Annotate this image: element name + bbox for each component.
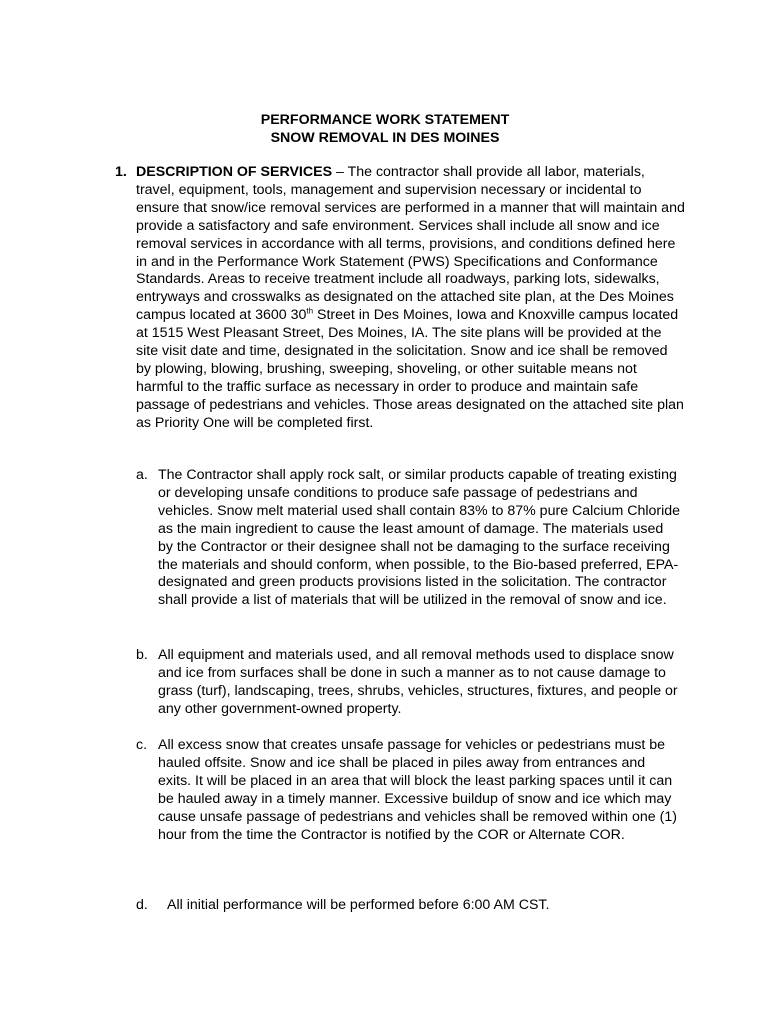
list-item-marker: c. [136, 737, 148, 753]
ordinal-superscript: th [306, 306, 314, 316]
list-item-text: All equipment and materials used, and all removal methods used to displace snow and ice from surfaces shall be done in such a manner as to not cause damage to grass (turf), landscaping, trees, shrubs, vehicles, structures, fixtures, and people or any other government-owned property. [158, 647, 678, 717]
list-item-d [136, 897, 681, 915]
section-number: 1. [115, 164, 127, 180]
section-text-part-1: – The contractor shall provide all labor, materials, travel, equipment, tools, management and supervision necessary or incidental to ensure that snow/ice removal services are performed in a manner that will maintain and provide a satisfactory and safe environment. Services shall include all snow and ice removal services in accordance with all terms, provisions, and conditions defined here in and in the Performance Work Statement (PWS) Specifications and Conformance Standards. Areas to receive treatment include all roadways, parking lots, sidewalks, entryways and crosswalks as designated on the attached site plan, at the Des Moines campus located at 3600 30 [136, 164, 685, 324]
list-item-b [136, 647, 681, 719]
list-item-c [136, 737, 681, 844]
list-item-marker: a. [136, 467, 148, 483]
section-text-part-2: Street in Des Moines, Iowa and Knoxville campus located at 1515 West Pleasant Street, Des Moines, IA. The site plans will be provided at the site visit date and time, designated in the solicitation. Snow and ice shall be removed by plowing, blowing, brushing, sweeping, shoveling, or other suitable means not harmful to the traffic surface as necessary in order to produce and maintain safe passage of pedestrians and vehicles. Those areas designated on the attached site plan as Priority One will be completed first. [136, 307, 684, 431]
section-heading: DESCRIPTION OF SERVICES [136, 164, 333, 180]
list-item-a [136, 467, 681, 610]
list-item-text: All excess snow that creates unsafe passage for vehicles or pedestrians must be hauled offsite. Snow and ice shall be placed in piles away from entrances and exits. It will be placed in an area that will block the least parking spaces until it can be hauled away in a timely manner. Excessive buildup of snow and ice which may cause unsafe passage of pedestrians and vehicles shall be removed within one (1) hour from the time the Contractor is notified by the COR or Alternate COR. [158, 737, 677, 843]
document-title-line-1: PERFORMANCE WORK STATEMENT [260, 112, 510, 128]
list-item-marker: b. [136, 647, 148, 663]
list-item-text: The Contractor shall apply rock salt, or similar products capable of treating existing or developing unsafe conditions to produce safe passage of pedestrians and vehicles. Snow melt material used shall contain 83% to 87% pure Calcium Chloride as the main ingredient to cause the least amount of damage. The materials used by the Contractor or their designee shall not be damaging to the surface receiving the materials and should conform, when possible, to the Bio-based preferred, EPA-designated and green products provisions listed in the solicitation. The contractor shall provide a list of materials that will be utilized in the removal of snow and ice. [158, 467, 681, 609]
section-description-of-services [115, 164, 685, 433]
list-item-marker: d. [136, 897, 148, 913]
document-title-line-2: SNOW REMOVAL IN DES MOINES [270, 130, 500, 146]
list-item-text: All initial performance will be performed before 6:00 AM CST. [167, 897, 550, 913]
section-body [136, 164, 685, 433]
